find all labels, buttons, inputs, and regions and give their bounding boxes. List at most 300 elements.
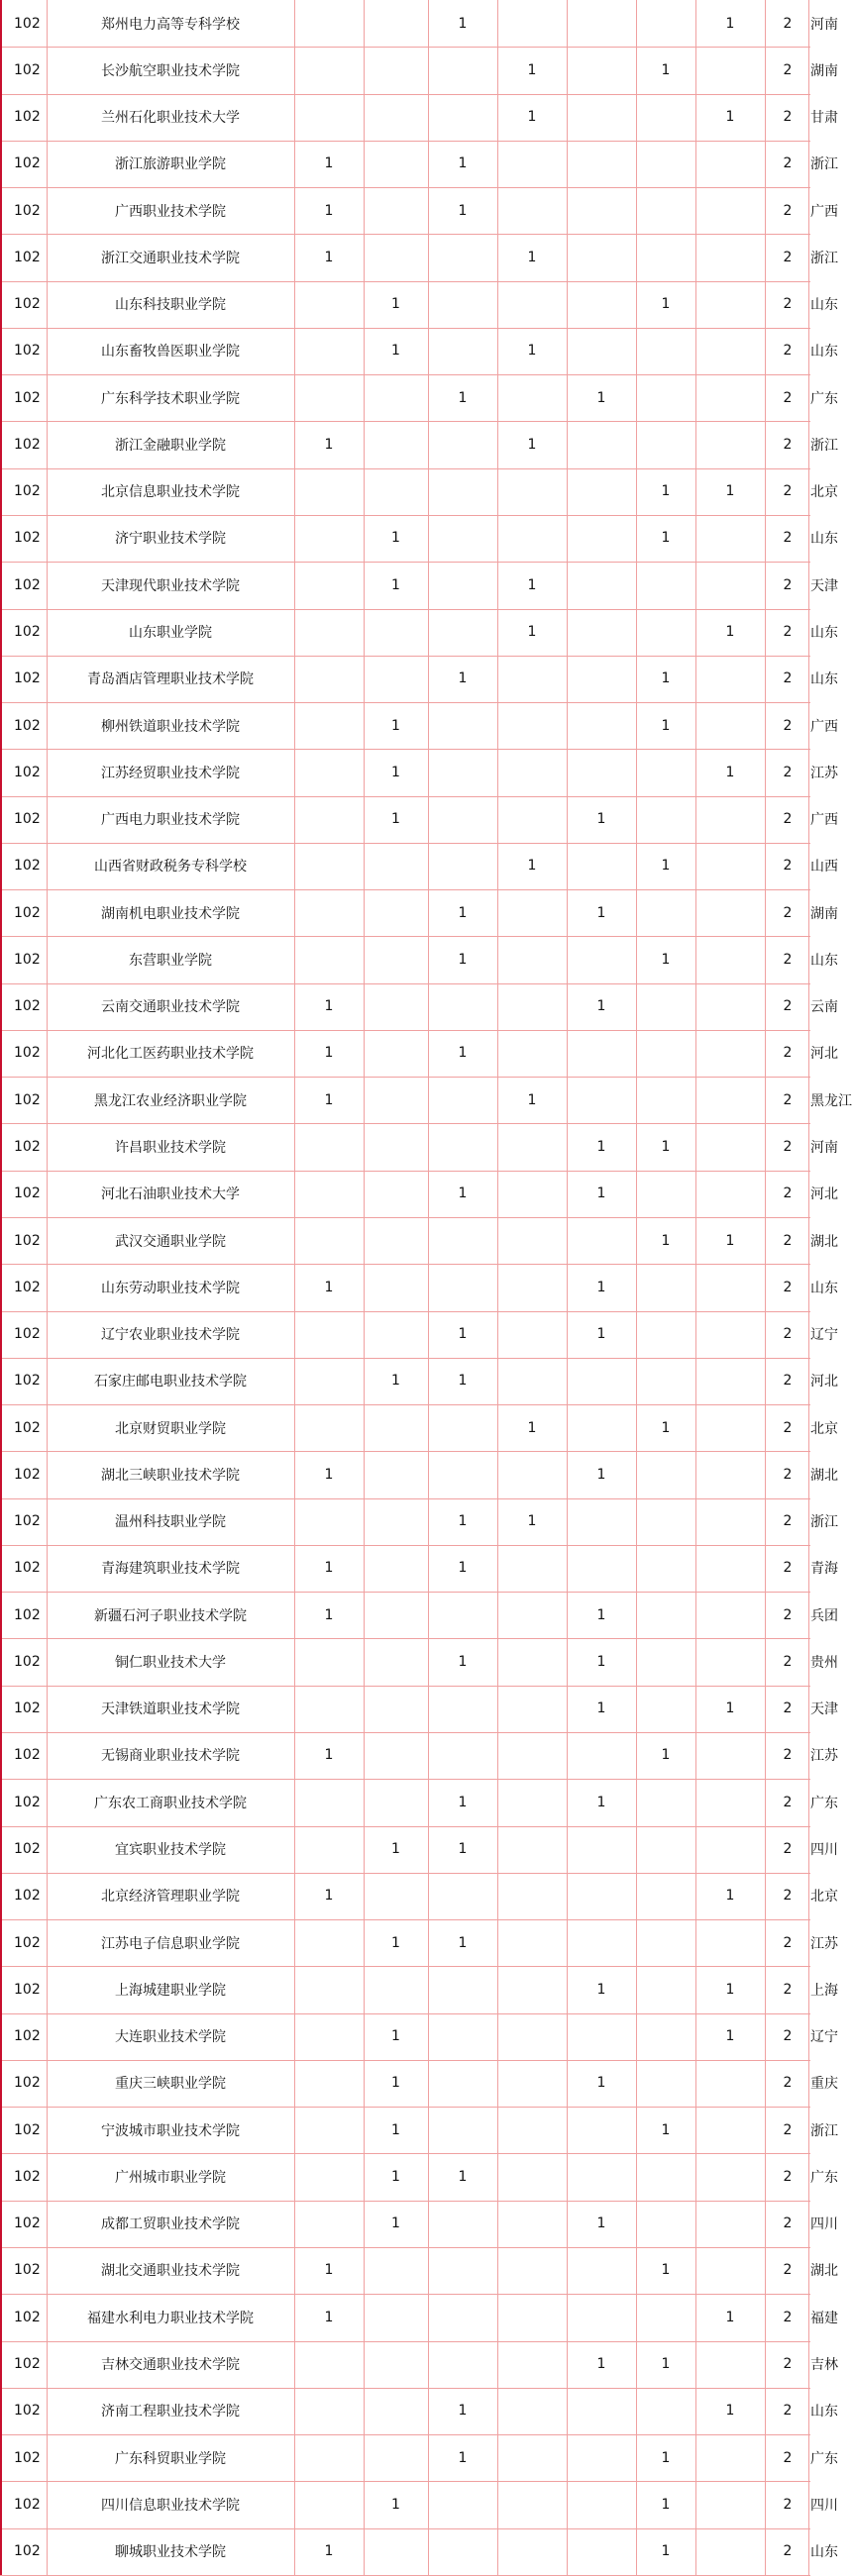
indicator-5-cell — [567, 1077, 636, 1123]
indicator-2-cell — [364, 1873, 428, 1919]
province-cell: 辽宁 — [810, 1327, 838, 1344]
indicator-5-cell — [567, 2434, 636, 2481]
indicator-1-cell — [294, 1358, 364, 1404]
indicator-1-cell — [294, 843, 364, 889]
indicator-4-cell — [497, 515, 567, 562]
indicator-5-cell — [567, 0, 636, 47]
indicator-3-cell: 1 — [458, 1841, 468, 1858]
indicator-6-cell: 1 — [661, 717, 671, 734]
indicator-6-cell — [636, 2153, 695, 2200]
province-cell: 河南 — [810, 1139, 838, 1156]
indicator-4-cell — [497, 281, 567, 328]
total-cell: 2 — [783, 858, 793, 875]
indicator-2-cell — [364, 0, 428, 47]
rank-cell: 102 — [14, 155, 41, 172]
table-row — [0, 702, 838, 749]
indicator-5-cell: 1 — [596, 2356, 606, 2372]
province-cell: 浙江 — [810, 156, 838, 173]
indicator-2-cell — [364, 187, 428, 234]
indicator-1-cell — [294, 1404, 364, 1451]
indicator-7-cell — [695, 1732, 765, 1779]
indicator-3-cell: 1 — [458, 1513, 468, 1530]
indicator-2-cell — [364, 1779, 428, 1825]
total-cell: 2 — [783, 2215, 793, 2232]
province-cell: 天津 — [810, 577, 838, 594]
indicator-4-cell: 1 — [527, 61, 537, 78]
indicator-4-cell — [497, 1966, 567, 2012]
rank-cell: 102 — [14, 2403, 41, 2420]
indicator-4-cell — [497, 1358, 567, 1404]
indicator-4-cell — [497, 1217, 567, 1264]
indicator-4-cell — [497, 1030, 567, 1077]
indicator-5-cell — [567, 1826, 636, 1873]
indicator-5-cell: 1 — [596, 1700, 606, 1717]
school-name-cell: 山东劳动职业技术学院 — [101, 1280, 240, 1296]
indicator-3-cell — [428, 702, 497, 749]
indicator-7-cell: 1 — [725, 2028, 735, 2045]
rank-cell: 102 — [14, 1185, 41, 1202]
indicator-4-cell — [497, 1732, 567, 1779]
indicator-5-cell: 1 — [596, 1794, 606, 1810]
total-cell: 2 — [783, 1279, 793, 1295]
indicator-6-cell — [636, 2060, 695, 2107]
indicator-2-cell — [364, 1123, 428, 1170]
indicator-5-cell — [567, 1873, 636, 1919]
indicator-5-cell — [567, 2153, 636, 2200]
indicator-1-cell: 1 — [324, 2309, 334, 2325]
indicator-2-cell: 1 — [391, 717, 400, 734]
indicator-4-cell — [497, 889, 567, 936]
indicator-1-cell — [294, 1686, 364, 1732]
indicator-3-cell — [428, 421, 497, 467]
province-cell: 河北 — [810, 1186, 838, 1203]
indicator-6-cell — [636, 328, 695, 374]
indicator-3-cell — [428, 1123, 497, 1170]
indicator-5-cell — [567, 234, 636, 280]
indicator-1-cell — [294, 2060, 364, 2107]
table-row — [0, 1919, 838, 1966]
province-cell: 青海 — [810, 1561, 838, 1578]
province-cell: 河南 — [810, 16, 838, 33]
indicator-5-cell: 1 — [596, 2075, 606, 2092]
rank-cell: 102 — [14, 2028, 41, 2045]
province-cell: 甘肃 — [810, 110, 838, 127]
rank-cell: 102 — [14, 436, 41, 453]
indicator-3-cell — [428, 1732, 497, 1779]
indicator-7-cell: 1 — [725, 1981, 735, 1998]
rank-cell: 102 — [14, 717, 41, 734]
table-row — [0, 2013, 838, 2060]
total-cell: 2 — [783, 2543, 793, 2560]
rank-cell: 102 — [14, 2309, 41, 2325]
indicator-6-cell — [636, 2201, 695, 2247]
indicator-5-cell — [567, 468, 636, 515]
indicator-7-cell — [695, 1264, 765, 1310]
table-row — [0, 1779, 838, 1825]
indicator-7-cell — [695, 1030, 765, 1077]
indicator-6-cell — [636, 421, 695, 467]
indicator-3-cell — [428, 2481, 497, 2527]
indicator-3-cell: 1 — [458, 2449, 468, 2466]
indicator-2-cell — [364, 421, 428, 467]
indicator-3-cell: 1 — [458, 1045, 468, 1062]
indicator-6-cell: 1 — [661, 1419, 671, 1436]
province-cell: 贵州 — [810, 1654, 838, 1671]
indicator-7-cell — [695, 983, 765, 1030]
indicator-3-cell: 1 — [458, 1653, 468, 1670]
indicator-7-cell — [695, 1826, 765, 1873]
school-name-cell: 东营职业学院 — [129, 952, 212, 969]
indicator-7-cell — [695, 1171, 765, 1217]
indicator-3-cell: 1 — [458, 1185, 468, 1202]
indicator-1-cell: 1 — [324, 1606, 334, 1623]
school-name-cell: 铜仁职业技术大学 — [115, 1654, 226, 1671]
total-cell: 2 — [783, 1185, 793, 1202]
indicator-5-cell: 1 — [596, 1653, 606, 1670]
indicator-4-cell — [497, 468, 567, 515]
table-row — [0, 141, 838, 187]
indicator-3-cell — [428, 2107, 497, 2153]
province-cell: 北京 — [810, 484, 838, 501]
indicator-4-cell — [497, 1545, 567, 1592]
table-row — [0, 94, 838, 141]
school-name-cell: 柳州铁道职业技术学院 — [101, 718, 240, 735]
rank-cell: 102 — [14, 1373, 41, 1390]
indicator-6-cell — [636, 2294, 695, 2340]
total-cell: 2 — [783, 624, 793, 640]
indicator-4-cell: 1 — [527, 858, 537, 875]
indicator-1-cell — [294, 281, 364, 328]
table-row — [0, 374, 838, 421]
total-cell: 2 — [783, 2168, 793, 2185]
indicator-6-cell: 1 — [661, 483, 671, 500]
indicator-3-cell — [428, 515, 497, 562]
school-name-cell: 无锡商业职业技术学院 — [101, 1748, 240, 1765]
indicator-6-cell — [636, 889, 695, 936]
school-name-cell: 济南工程职业技术学院 — [101, 2404, 240, 2421]
column-divider — [765, 0, 766, 2575]
province-cell: 上海 — [810, 1982, 838, 1999]
indicator-6-cell: 1 — [661, 2356, 671, 2372]
indicator-3-cell: 1 — [458, 2403, 468, 2420]
indicator-6-cell — [636, 1545, 695, 1592]
indicator-3-cell — [428, 2294, 497, 2340]
indicator-3-cell — [428, 1686, 497, 1732]
table-row — [0, 1545, 838, 1592]
indicator-5-cell — [567, 47, 636, 93]
school-name-cell: 广州城市职业学院 — [115, 2169, 226, 2186]
total-cell: 2 — [783, 1513, 793, 1530]
table-row — [0, 1358, 838, 1404]
indicator-5-cell — [567, 843, 636, 889]
indicator-7-cell — [695, 374, 765, 421]
school-name-cell: 广东农工商职业技术学院 — [94, 1795, 247, 1811]
indicator-7-cell — [695, 889, 765, 936]
total-cell: 2 — [783, 1794, 793, 1810]
school-name-cell: 宜宾职业技术学院 — [115, 1842, 226, 1859]
school-name-cell: 郑州电力高等专科学校 — [101, 16, 240, 33]
indicator-3-cell — [428, 796, 497, 843]
indicator-7-cell — [695, 421, 765, 467]
school-name-cell: 吉林交通职业技术学院 — [101, 2357, 240, 2373]
total-cell: 2 — [783, 61, 793, 78]
total-cell: 2 — [783, 576, 793, 593]
indicator-1-cell: 1 — [324, 1045, 334, 1062]
rank-cell: 102 — [14, 670, 41, 687]
indicator-4-cell: 1 — [527, 1513, 537, 1530]
rank-cell: 102 — [14, 109, 41, 126]
indicator-3-cell — [428, 2341, 497, 2388]
indicator-6-cell — [636, 1686, 695, 1732]
indicator-7-cell — [695, 1077, 765, 1123]
indicator-1-cell: 1 — [324, 202, 334, 219]
indicator-6-cell — [636, 234, 695, 280]
indicator-7-cell — [695, 515, 765, 562]
indicator-4-cell — [497, 749, 567, 795]
indicator-1-cell — [294, 1311, 364, 1358]
indicator-6-cell: 1 — [661, 2496, 671, 2513]
school-name-cell: 天津铁道职业技术学院 — [101, 1701, 240, 1718]
province-cell: 重庆 — [810, 2076, 838, 2093]
province-cell: 山东 — [810, 671, 838, 688]
school-name-cell: 广西职业技术学院 — [115, 203, 226, 220]
rank-cell: 102 — [14, 1653, 41, 1670]
table-row — [0, 1638, 838, 1685]
indicator-6-cell: 1 — [661, 2543, 671, 2560]
indicator-2-cell: 1 — [391, 2496, 400, 2513]
indicator-2-cell — [364, 2528, 428, 2575]
rank-cell: 102 — [14, 1326, 41, 1343]
indicator-5-cell — [567, 421, 636, 467]
indicator-7-cell — [695, 187, 765, 234]
table-row — [0, 2481, 838, 2527]
table-row — [0, 0, 838, 47]
indicator-4-cell — [497, 141, 567, 187]
indicator-2-cell — [364, 936, 428, 982]
indicator-2-cell — [364, 1451, 428, 1497]
indicator-1-cell — [294, 562, 364, 608]
table-row — [0, 2388, 838, 2434]
school-name-cell: 湖北三峡职业技术学院 — [101, 1467, 240, 1484]
school-name-cell: 北京财贸职业学院 — [115, 1420, 226, 1437]
indicator-1-cell — [294, 94, 364, 141]
indicator-1-cell — [294, 2388, 364, 2434]
indicator-2-cell — [364, 468, 428, 515]
indicator-6-cell: 1 — [661, 951, 671, 968]
table-row — [0, 2201, 838, 2247]
table-row — [0, 468, 838, 515]
indicator-4-cell — [497, 1451, 567, 1497]
indicator-2-cell — [364, 1592, 428, 1638]
indicator-4-cell: 1 — [527, 343, 537, 360]
indicator-2-cell: 1 — [391, 1934, 400, 1951]
province-cell: 吉林 — [810, 2357, 838, 2373]
total-cell: 2 — [783, 2356, 793, 2372]
table-row — [0, 2247, 838, 2294]
indicator-2-cell — [364, 2294, 428, 2340]
indicator-3-cell — [428, 47, 497, 93]
total-cell: 2 — [783, 1560, 793, 1577]
indicator-3-cell — [428, 1451, 497, 1497]
indicator-6-cell — [636, 796, 695, 843]
indicator-6-cell — [636, 1966, 695, 2012]
school-name-cell: 兰州石化职业技术大学 — [101, 110, 240, 127]
school-name-cell: 大连职业技术学院 — [115, 2029, 226, 2046]
total-cell: 2 — [783, 296, 793, 313]
indicator-2-cell — [364, 1264, 428, 1310]
indicator-5-cell: 1 — [596, 998, 606, 1015]
indicator-3-cell — [428, 281, 497, 328]
indicator-4-cell — [497, 2107, 567, 2153]
table-row — [0, 609, 838, 656]
indicator-3-cell: 1 — [458, 1794, 468, 1810]
rank-cell: 102 — [14, 764, 41, 780]
indicator-4-cell — [497, 656, 567, 702]
indicator-4-cell — [497, 796, 567, 843]
indicator-7-cell — [695, 2060, 765, 2107]
indicator-2-cell — [364, 1404, 428, 1451]
table-row — [0, 1966, 838, 2012]
indicator-3-cell: 1 — [458, 202, 468, 219]
indicator-1-cell — [294, 796, 364, 843]
indicator-3-cell — [428, 843, 497, 889]
indicator-4-cell — [497, 2201, 567, 2247]
indicator-6-cell — [636, 374, 695, 421]
rank-cell: 102 — [14, 2262, 41, 2279]
indicator-2-cell — [364, 1686, 428, 1732]
indicator-6-cell — [636, 609, 695, 656]
indicator-3-cell — [428, 1077, 497, 1123]
total-cell: 2 — [783, 109, 793, 126]
indicator-3-cell: 1 — [458, 1560, 468, 1577]
school-name-cell: 宁波城市职业技术学院 — [101, 2122, 240, 2139]
rank-cell: 102 — [14, 296, 41, 313]
indicator-2-cell — [364, 1545, 428, 1592]
indicator-2-cell: 1 — [391, 1841, 400, 1858]
total-cell: 2 — [783, 1841, 793, 1858]
indicator-6-cell — [636, 2013, 695, 2060]
indicator-1-cell: 1 — [324, 2262, 334, 2279]
indicator-1-cell — [294, 2013, 364, 2060]
table-row — [0, 983, 838, 1030]
indicator-3-cell — [428, 1873, 497, 1919]
school-name-cell: 广东科贸职业学院 — [115, 2450, 226, 2467]
indicator-5-cell — [567, 936, 636, 982]
province-cell: 江苏 — [810, 1935, 838, 1952]
indicator-5-cell: 1 — [596, 1138, 606, 1155]
indicator-7-cell — [695, 796, 765, 843]
school-name-cell: 四川信息职业技术学院 — [101, 2497, 240, 2514]
indicator-4-cell — [497, 1873, 567, 1919]
indicator-7-cell — [695, 2481, 765, 2527]
indicator-3-cell — [428, 1264, 497, 1310]
indicator-4-cell — [497, 2153, 567, 2200]
indicator-2-cell — [364, 234, 428, 280]
total-cell: 2 — [783, 998, 793, 1015]
indicator-3-cell — [428, 749, 497, 795]
indicator-3-cell — [428, 1404, 497, 1451]
total-cell: 2 — [783, 436, 793, 453]
rank-cell: 102 — [14, 1045, 41, 1062]
table-row — [0, 1873, 838, 1919]
indicator-3-cell — [428, 983, 497, 1030]
indicator-2-cell: 1 — [391, 576, 400, 593]
school-name-cell: 山东科技职业学院 — [115, 297, 226, 314]
indicator-2-cell — [364, 609, 428, 656]
total-cell: 2 — [783, 670, 793, 687]
school-name-cell: 河北化工医药职业技术学院 — [87, 1046, 254, 1063]
indicator-3-cell: 1 — [458, 670, 468, 687]
school-name-cell: 福建水利电力职业技术学院 — [87, 2310, 254, 2326]
indicator-2-cell — [364, 1077, 428, 1123]
indicator-5-cell — [567, 2247, 636, 2294]
province-cell: 福建 — [810, 2310, 838, 2326]
total-cell: 2 — [783, 1326, 793, 1343]
indicator-1-cell — [294, 1171, 364, 1217]
total-cell: 2 — [783, 249, 793, 265]
indicator-7-cell — [695, 2528, 765, 2575]
school-name-cell: 武汉交通职业学院 — [115, 1233, 226, 1250]
province-cell: 广西 — [810, 203, 838, 220]
total-cell: 2 — [783, 2121, 793, 2138]
school-name-cell: 浙江交通职业技术学院 — [101, 250, 240, 266]
indicator-2-cell: 1 — [391, 2121, 400, 2138]
indicator-2-cell: 1 — [391, 2168, 400, 2185]
rank-cell: 102 — [14, 1981, 41, 1998]
indicator-1-cell — [294, 2201, 364, 2247]
total-cell: 2 — [783, 1091, 793, 1108]
indicator-7-cell — [695, 562, 765, 608]
indicator-2-cell — [364, 656, 428, 702]
province-cell: 江苏 — [810, 765, 838, 781]
indicator-5-cell: 1 — [596, 389, 606, 406]
indicator-7-cell: 1 — [725, 483, 735, 500]
indicator-1-cell — [294, 1123, 364, 1170]
rank-cell: 102 — [14, 576, 41, 593]
rank-cell: 102 — [14, 2168, 41, 2185]
column-divider — [567, 0, 568, 2575]
indicator-4-cell — [497, 983, 567, 1030]
indicator-1-cell: 1 — [324, 1560, 334, 1577]
school-name-cell: 湖北交通职业技术学院 — [101, 2263, 240, 2280]
indicator-5-cell: 1 — [596, 1606, 606, 1623]
indicator-6-cell — [636, 187, 695, 234]
indicator-4-cell — [497, 1919, 567, 1966]
indicator-7-cell — [695, 1779, 765, 1825]
indicator-7-cell — [695, 1638, 765, 1685]
indicator-3-cell — [428, 1217, 497, 1264]
indicator-7-cell — [695, 936, 765, 982]
indicator-5-cell — [567, 1545, 636, 1592]
total-cell: 2 — [783, 2262, 793, 2279]
indicator-2-cell — [364, 374, 428, 421]
indicator-3-cell — [428, 562, 497, 608]
indicator-6-cell — [636, 1264, 695, 1310]
school-name-cell: 云南交通职业技术学院 — [101, 999, 240, 1016]
province-cell: 江苏 — [810, 1748, 838, 1765]
indicator-4-cell — [497, 374, 567, 421]
indicator-2-cell: 1 — [391, 764, 400, 780]
indicator-2-cell: 1 — [391, 2215, 400, 2232]
province-cell: 广东 — [810, 1795, 838, 1811]
table-row — [0, 1217, 838, 1264]
indicator-3-cell: 1 — [458, 15, 468, 32]
table-row — [0, 47, 838, 93]
indicator-6-cell — [636, 1592, 695, 1638]
table-row — [0, 1311, 838, 1358]
indicator-6-cell: 1 — [661, 1138, 671, 1155]
province-cell: 山东 — [810, 952, 838, 969]
